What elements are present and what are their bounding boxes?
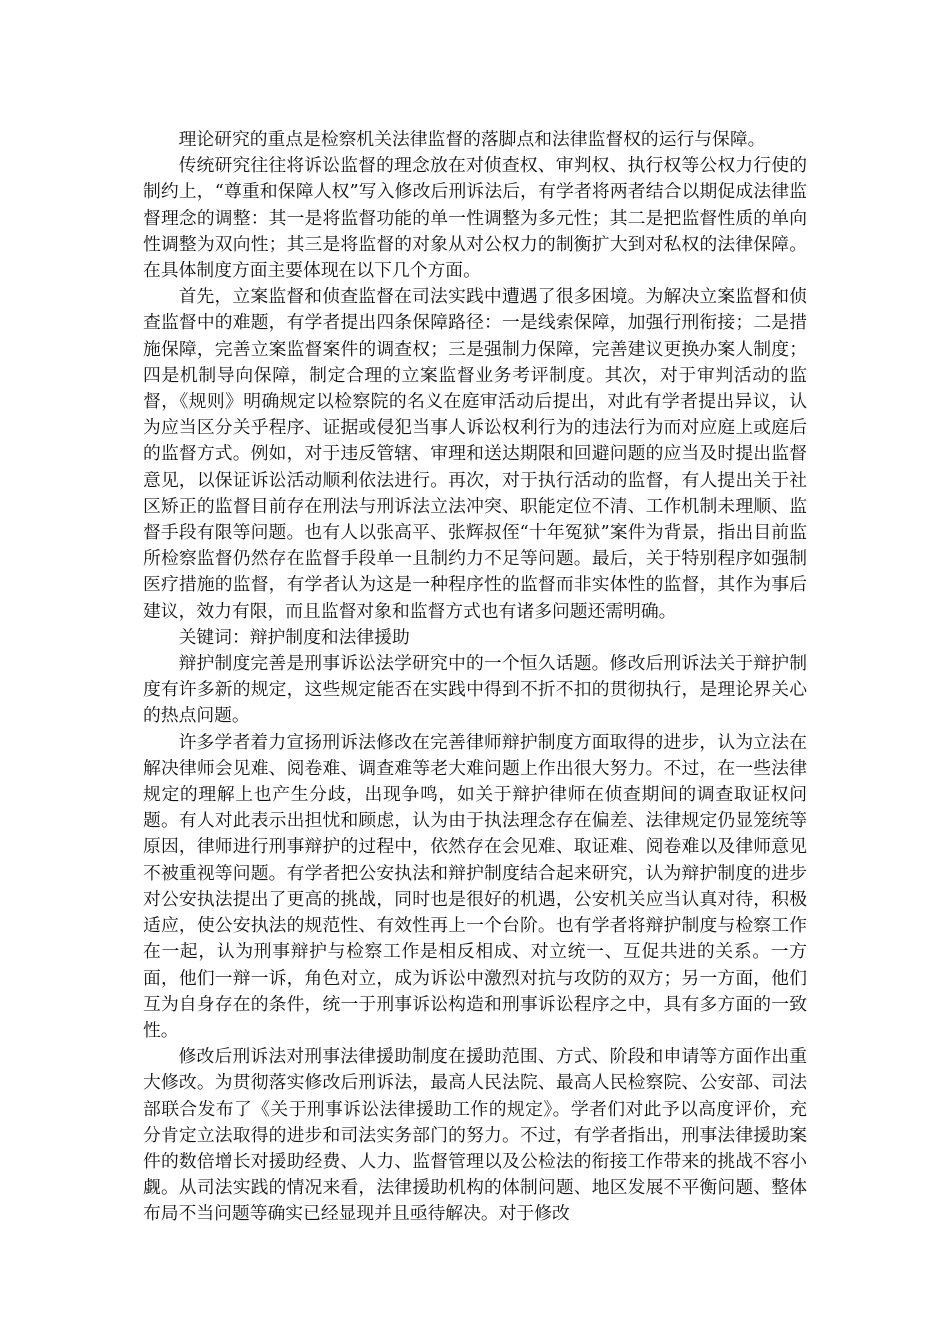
- paragraph-research-focus: 理论研究的重点是检察机关法律监督的落脚点和法律监督权的运行与保障。: [178, 129, 766, 150]
- paragraph-lawyer-defense: 许多学者着力宣扬刑诉法修改在完善律师辩护制度方面取得的进步，认为立法在解决律师会见难、阅卷难、调查难等老大难问题上作出很大努力。不过，在一些法律规定的理解上也产生分歧，出现争鸣，如关于辩护律师在侦查期间的调查取证权问题。有人对此表示出担忧和顾虑，认为由于执法理念存在偏差、法律规定仍显笼统等原因，律师进行刑事辩护的过程中，依然存在会见难、取证难、阅卷难以及律师意见不被重视等问题。有学者把公安执法和辩护制度结合起来研究，认为辩护制度的进步对公安执法提出了更高的挑战，同时也是很好的机遇，公安机关应当认真对待，积极适应，使公安执法的规范性、有效性再上一个台阶。也有学者将辩护制度与检察工作在一起，认为刑事辩护与检察工作是相反相成、对立统一、互促共进的关系。一方面，他们一辩一诉，角色对立，成为诉讼中激烈对抗与攻防的双方；另一方面，他们互为自身存在的条件，统一于刑事诉讼构造和刑事诉讼程序之中，具有多方面的一致性。: [143, 731, 807, 1041]
- paragraph-defense-system: 辩护制度完善是刑事诉讼法学研究中的一个恒久话题。修改后刑诉法关于辩护制度有许多新的规定，这些规定能否在实践中得到不折不扣的贯彻执行，是理论界关心的热点问题。: [143, 653, 807, 727]
- paragraph-legal-aid: 修改后刑诉法对刑事法律援助制度在援助范围、方式、阶段和申请等方面作出重大修改。为贯彻落实修改后刑诉法，最高人民法院、最高人民检察院、公安部、司法部联合发布了《关于刑事诉讼法律援助工作的规定》。学者们对此予以高度评价，充分肯定立法取得的进步和司法实务部门的努力。不过，有学者指出，刑事法律援助案件的数倍增长对援助经费、人力、监督管理以及公检法的衔接工作带来的挑战不容小觑。从司法实践的情况来看，法律援助机构的体制问题、地区发展不平衡问题、整体布局不当问题等确实已经显现并且亟待解决。对于修改: [143, 1046, 807, 1225]
- paragraph-supervision-aspects: 首先，立案监督和侦查监督在司法实践中遭遇了很多困境。为解决立案监督和侦查监督中的难题，有学者提出四条保障路径：一是线索保障，加强行刑衔接；二是措施保障，完善立案监督案件的调查权；三是强制力保障，完善建议更换办案人制度；四是机制导向保障，制定合理的立案监督业务考评制度。其次，对于审判活动的监督，《规则》明确规定以检察院的名义在庭审活动后提出，对此有学者提出异议，认为应当区分关乎程序、证据或侵犯当事人诉讼权利行为的违法行为而对应庭上或庭后的监督方式。例如，对于违反管辖、审理和送达期限和回避问题的应当及时提出监督意见，以保证诉讼活动顺利依法进行。再次，对于执行活动的监督，有人提出关于社区矫正的监督目前存在刑法与刑诉法立法冲突、职能定位不清、工作机制未理顺、监督手段有限等问题。也有人以张高平、张辉叔侄“十年冤狱”案件为背景，指出目前监所检察监督仍然存在监督手段单一且制约力不足等问题。最后，关于特别程序如强制医疗措施的监督，有学者认为这是一种程序性的监督而非实体性的监督，其作为事后建议，效力有限，而且监督对象和监督方式也有诸多问题还需明确。: [143, 286, 807, 622]
- document-body: [143, 127, 807, 1228]
- keyword-line: 关键词：辩护制度和法律援助: [178, 626, 410, 648]
- paragraph-traditional-research: 传统研究往往将诉讼监督的理念放在对侦查权、审判权、执行权等公权力行使的制约上，“尊重和保障人权”写入修改后刑诉法后，有学者将两者结合以期促成法律监督理念的调整：其一是将监督功能的单一性调整为多元性；其二是把监督性质的单向性调整为双向性；其三是将监督的对象从对公权力的制衡扩大到对私权的法律保障。在具体制度方面主要体现在以下几个方面。: [143, 155, 807, 282]
